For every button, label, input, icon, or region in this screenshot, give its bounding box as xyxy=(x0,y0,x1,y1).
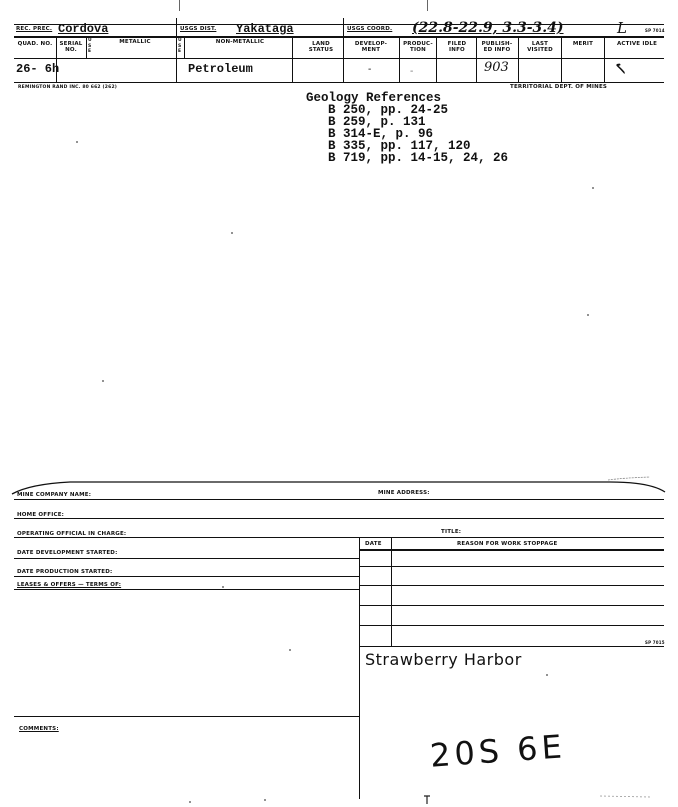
geology-ref: B 719, pp. 14-15, 24, 26 xyxy=(328,151,509,165)
usgs-dist-label: USGS DIST. xyxy=(180,26,217,32)
comments-label: COMMENTS: xyxy=(19,726,59,732)
production-header: PRODUC- TION xyxy=(403,41,433,53)
operating-official-label: OPERATING OFFICIAL IN CHARGE: xyxy=(17,531,127,537)
non-metallic-header: NON-METALLIC xyxy=(215,39,265,45)
usgs-coord-label: USGS COORD. xyxy=(347,26,393,32)
quad-no-header: QUAD. NO. xyxy=(17,41,53,47)
use-mark-1: U S E xyxy=(88,38,92,54)
form-number-bottom: SP 7015 xyxy=(645,640,665,645)
development-value: - xyxy=(368,64,372,75)
department-label: TERRITORIAL DEPT. OF MINES xyxy=(510,84,608,90)
mine-address-label: MINE ADDRESS: xyxy=(378,490,430,496)
rec-prec-value: Cordova xyxy=(58,22,109,36)
merit-mark: ✓ xyxy=(608,59,632,78)
printer-imprint: REMINGTON RAND INC. 80 662 (262) xyxy=(18,85,118,90)
filed-info-header: FILED INFO xyxy=(447,41,467,53)
production-value: - xyxy=(410,66,414,77)
corner-mark: L xyxy=(617,19,627,37)
geology-heading: Geology References xyxy=(306,91,442,105)
leases-offers-label: LEASES & OFFERS — TERMS OF: xyxy=(17,582,122,588)
location-note: Strawberry Harbor xyxy=(365,650,522,669)
serial-no-header: SERIAL NO. xyxy=(59,41,83,53)
geology-ref: B 259, p. 131 xyxy=(328,115,426,129)
usgs-coord-value: (22.8-22.9, 3.3-3.4) xyxy=(412,20,564,36)
land-status-header: LAND STATUS xyxy=(308,41,334,53)
township-range-note: 20S 6E xyxy=(428,727,567,775)
geology-ref: B 250, pp. 24-25 xyxy=(328,103,449,117)
non-metallic-value: Petroleum xyxy=(188,62,253,76)
form-number-top: SP 7014 xyxy=(645,28,665,33)
date-development-label: DATE DEVELOPMENT STARTED: xyxy=(17,550,118,556)
development-header: DEVELOP- MENT xyxy=(354,41,388,53)
date-column-header: DATE xyxy=(365,541,382,547)
geology-ref: B 335, pp. 117, 120 xyxy=(328,139,471,153)
title-label: TITLE: xyxy=(441,529,462,535)
published-value: 903 xyxy=(484,60,509,75)
reason-column-header: REASON FOR WORK STOPPAGE xyxy=(457,541,558,547)
last-visited-header: LAST VISITED xyxy=(527,41,553,53)
quad-value: 26- 6h xyxy=(16,62,60,76)
date-production-label: DATE PRODUCTION STARTED: xyxy=(17,569,113,575)
rec-prec-label: REC. PREC. xyxy=(16,26,53,32)
home-office-label: HOME OFFICE: xyxy=(17,512,65,518)
merit-header: MERIT xyxy=(572,41,594,47)
geology-ref: B 314-E, p. 96 xyxy=(328,127,434,141)
usgs-dist-value: Yakataga xyxy=(236,22,294,36)
published-info-header: PUBLISH- ED INFO xyxy=(481,41,513,53)
active-idle-header: ACTIVE IDLE xyxy=(616,41,658,47)
mine-company-name-label: MINE COMPANY NAME: xyxy=(17,492,92,498)
use-mark-2: U S E xyxy=(178,38,182,54)
metallic-header: METALLIC xyxy=(119,39,151,45)
